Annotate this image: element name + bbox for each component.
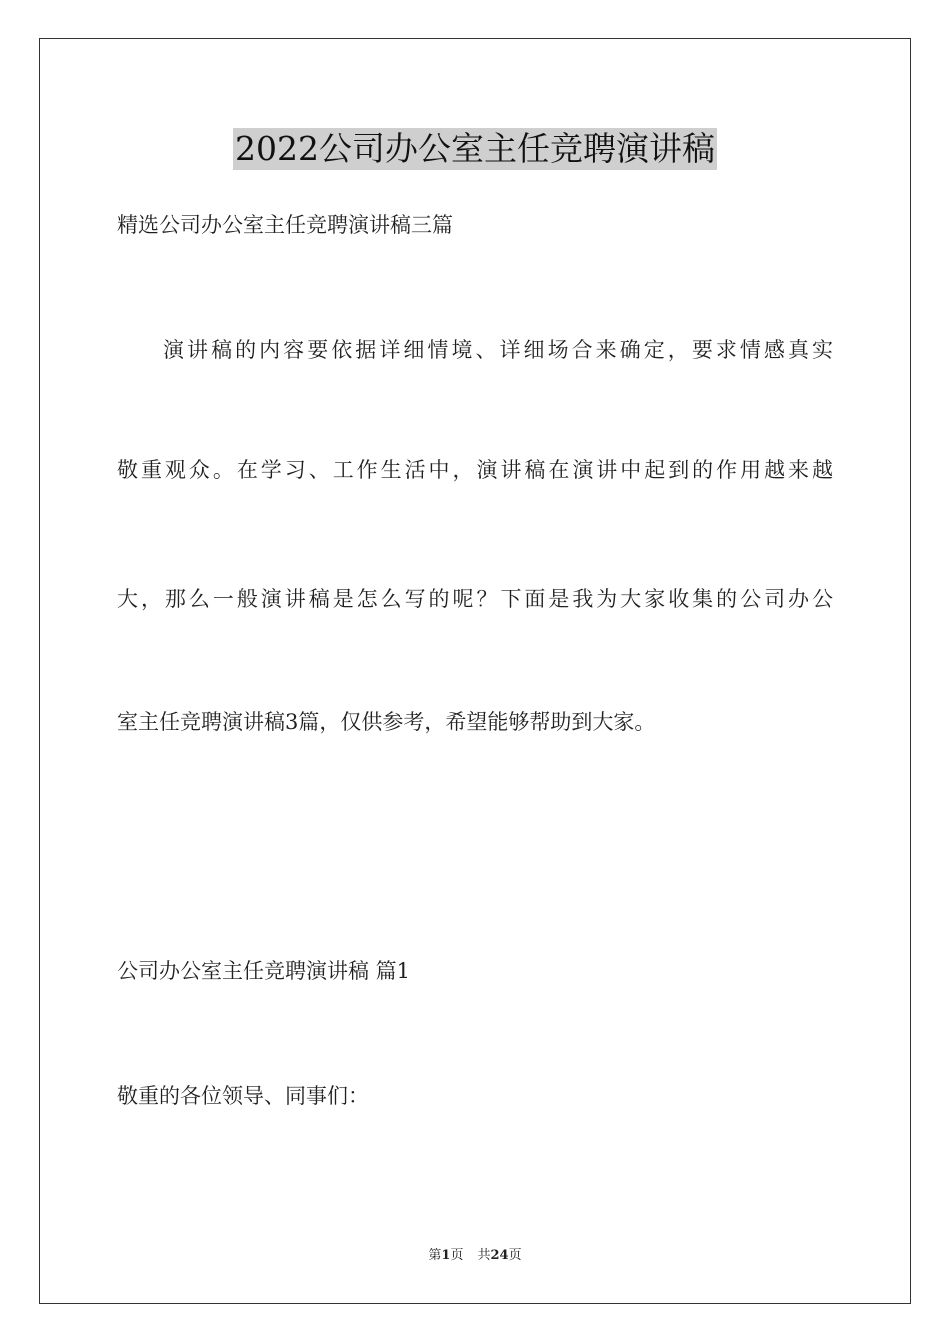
- intro-line-3: 大，那么一般演讲稿是怎么写的呢？下面是我为大家收集的公司办公: [117, 587, 833, 611]
- document-subtitle: 精选公司办公室主任竞聘演讲稿三篇: [117, 213, 453, 237]
- intro-line-1: 演讲稿的内容要依据详细情境、详细场合来确定，要求情感真实: [163, 338, 833, 362]
- footer-page-prefix: 第: [428, 1248, 442, 1263]
- footer-page-number: 1: [441, 1248, 451, 1263]
- intro-line-4: 室主任竞聘演讲稿3篇，仅供参考，希望能够帮助到大家。: [117, 710, 656, 734]
- page-footer: [0, 1247, 950, 1265]
- section-heading: 公司办公室主任竞聘演讲稿 篇1: [117, 959, 411, 983]
- intro-line-2: 敬重观众。在学习、工作生活中，演讲稿在演讲中起到的作用越来越: [117, 458, 833, 482]
- footer-total-pages: 24: [490, 1248, 509, 1263]
- footer-page-suffix: 页: [450, 1248, 464, 1263]
- greeting-line: 敬重的各位领导、同事们：: [117, 1084, 369, 1108]
- document-title: 2022公司办公室主任竞聘演讲稿: [235, 129, 715, 168]
- footer-total-prefix: 共: [477, 1248, 491, 1263]
- title-container: [0, 128, 950, 170]
- footer-total-suffix: 页: [508, 1248, 522, 1263]
